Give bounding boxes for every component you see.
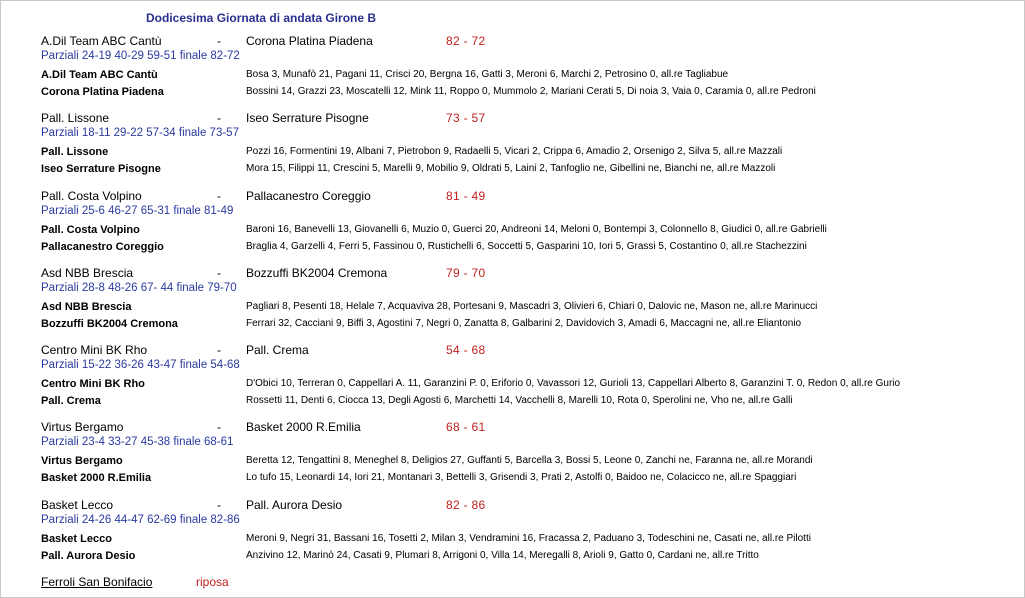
match-line [41,188,521,204]
home-team: Pall. Costa Volpino [41,189,142,203]
quarter-partials: Parziali 23-4 33-27 45-38 finale 68-61 [41,436,234,448]
match-separator: - [217,266,221,280]
quarter-partials: Parziali 24-19 40-29 59-51 finale 82-72 [41,50,240,62]
away-team: Bozzuffi BK2004 Cremona [246,266,388,280]
away-roster-row [41,470,1001,486]
bye-label: riposa [196,575,229,589]
away-team: Basket 2000 R.Emilia [246,420,361,434]
match-line [41,33,521,49]
away-roster-row [41,161,1001,177]
match-line [41,342,521,358]
home-team-bold: Centro Mini BK Rho [41,378,145,390]
match-separator: - [217,34,221,48]
home-roster-row [41,453,1001,469]
match-line [41,497,521,513]
away-team-bold: Basket 2000 R.Emilia [41,472,152,484]
away-roster-row [41,239,1001,255]
home-players: Pagliari 8, Pesenti 18, Helale 7, Acquaviva 28, Portesani 9, Mascadri 3, Olivieri 6, Chiari 0, Dalovic ne, Mason ne, all.re Marinucci [246,301,818,312]
final-score: 68 - 61 [446,420,486,434]
match-separator: - [217,498,221,512]
away-roster-row [41,393,1001,409]
home-team: Asd NBB Brescia [41,266,134,280]
final-score: 82 - 86 [446,498,486,512]
quarter-partials: Parziali 25-6 46-27 65-31 finale 81-49 [41,205,234,217]
final-score: 82 - 72 [446,34,486,48]
home-team: Pall. Lissone [41,111,110,125]
away-roster-row [41,84,1001,100]
bye-row [41,575,229,589]
game-block [41,342,1001,412]
quarter-partials: Parziali 28-8 48-26 67- 44 finale 79-70 [41,282,237,294]
final-score: 81 - 49 [446,189,486,203]
bye-team-link[interactable]: Ferroli San Bonifacio [41,575,153,589]
away-players: Bossini 14, Grazzi 23, Moscatelli 12, Mink 11, Roppo 0, Mummolo 2, Mariani Cerati 5, Di noia 3, Vaia 0, Caramia 0, all.re Pedroni [246,86,816,97]
away-players: Ferrari 32, Cacciani 9, Biffi 3, Agostini 7, Negri 0, Zanatta 8, Galbarini 2, Davidovich 3, Amadi 6, Maccagni ne, all.re Eliantonio [246,318,802,329]
final-score: 73 - 57 [446,111,486,125]
game-block [41,419,1001,489]
home-team-bold: Pall. Costa Volpino [41,224,140,236]
away-roster-row [41,316,1001,332]
game-block [41,33,1001,103]
game-block [41,188,1001,258]
home-roster-row [41,67,1001,83]
home-players: Baroni 16, Banevelli 13, Giovanelli 6, Muzio 0, Guerci 20, Andreoni 14, Meloni 0, Bontempi 3, Colonnello 8, Giudici 0, all.re Gabrielli [246,224,827,235]
page-title: Dodicesima Giornata di andata Girone B [146,11,377,25]
final-score: 79 - 70 [446,266,486,280]
away-team-bold: Pall. Aurora Desio [41,550,136,562]
home-team-bold: Asd NBB Brescia [41,301,132,313]
match-separator: - [217,189,221,203]
home-roster-row [41,531,1001,547]
away-players: Rossetti 11, Denti 6, Ciocca 13, Degli Agosti 6, Marchetti 14, Vacchelli 8, Marelli 10, Rota 0, Sperolini ne, Vho ne, all.re Galli [246,395,793,406]
home-team-bold: Basket Lecco [41,533,112,545]
home-team-bold: Pall. Lissone [41,146,109,158]
home-team: Virtus Bergamo [41,420,124,434]
match-separator: - [217,343,221,357]
away-team: Pallacanestro Coreggio [246,189,371,203]
away-team-bold: Corona Platina Piadena [41,86,164,98]
home-roster-row [41,144,1001,160]
home-roster-row [41,299,1001,315]
home-team-bold: A.Dil Team ABC Cantù [41,69,158,81]
home-roster-row [41,376,1001,392]
away-team: Corona Platina Piadena [246,34,373,48]
quarter-partials: Parziali 15-22 36-26 43-47 finale 54-68 [41,359,240,371]
away-players: Mora 15, Filippi 11, Crescini 5, Marelli 9, Mobilio 9, Oldrati 5, Laini 2, Tanfoglio ne, Gibellini ne, Bianchi ne, all.re Mazzoli [246,163,776,174]
home-players: Beretta 12, Tengattini 8, Meneghel 8, Deligios 27, Guffanti 5, Barcella 3, Bossi 5, Leone 0, Zanchi ne, Faranna ne, all.re Morandi [246,455,813,466]
match-line [41,265,521,281]
away-players: Anzivino 12, Marinò 24, Casati 9, Plumari 8, Arrigoni 0, Villa 14, Meregalli 8, Arioli 9, Gatto 0, Cardani ne, all.re Tritto [246,550,759,561]
game-block [41,497,1001,567]
home-team-bold: Virtus Bergamo [41,455,123,467]
away-players: Braglia 4, Garzelli 4, Ferri 5, Fassinou 0, Rustichelli 6, Soccetti 5, Gasparini 10, Iori 5, Grassi 5, Costantino 0, all.re Stachezzini [246,241,807,252]
match-line [41,419,521,435]
away-team-bold: Bozzuffi BK2004 Cremona [41,318,178,330]
away-team: Iseo Serrature Pisogne [246,111,369,125]
match-separator: - [217,420,221,434]
away-team: Pall. Aurora Desio [246,498,343,512]
home-roster-row [41,222,1001,238]
away-team-bold: Pallacanestro Coreggio [41,241,164,253]
away-roster-row [41,548,1001,564]
match-line [41,110,521,126]
game-block [41,110,1001,180]
home-players: Pozzi 16, Formentini 19, Albani 7, Pietrobon 9, Radaelli 5, Vicari 2, Crippa 6, Amadio 2, Orsenigo 2, Silva 5, all.re Mazzali [246,146,783,157]
away-team-bold: Iseo Serrature Pisogne [41,163,161,175]
away-players: Lo tufo 15, Leonardi 14, Iori 21, Montanari 3, Bettelli 3, Grisendi 3, Prati 2, Astolfi 0, Baidoo ne, Colacicco ne, all.re Spaggiari [246,472,797,483]
home-team: A.Dil Team ABC Cantù [41,34,162,48]
quarter-partials: Parziali 18-11 29-22 57-34 finale 73-57 [41,127,239,139]
match-separator: - [217,111,221,125]
home-team: Centro Mini BK Rho [41,343,148,357]
home-players: Bosa 3, Munafò 21, Pagani 11, Crisci 20, Bergna 16, Gatti 3, Meroni 6, Marchi 2, Petrosino 0, all.re Tagliabue [246,69,729,80]
quarter-partials: Parziali 24-26 44-47 62-69 finale 82-86 [41,514,240,526]
final-score: 54 - 68 [446,343,486,357]
game-block [41,265,1001,335]
away-team: Pall. Crema [246,343,309,357]
home-team: Basket Lecco [41,498,114,512]
away-team-bold: Pall. Crema [41,395,101,407]
home-players: D'Obici 10, Terreran 0, Cappellari A. 11, Garanzini P. 0, Eriforio 0, Vavassori 12, Gurioli 13, Cappellari Alberto 8, Garanzini T. 0, Redon 0, all.re Gurio [246,378,901,389]
home-players: Meroni 9, Negri 31, Bassani 16, Tosetti 2, Milan 3, Vendramini 16, Fracassa 2, Paduano 3, Todeschini ne, Casati ne, all.re Pilotti [246,533,811,544]
